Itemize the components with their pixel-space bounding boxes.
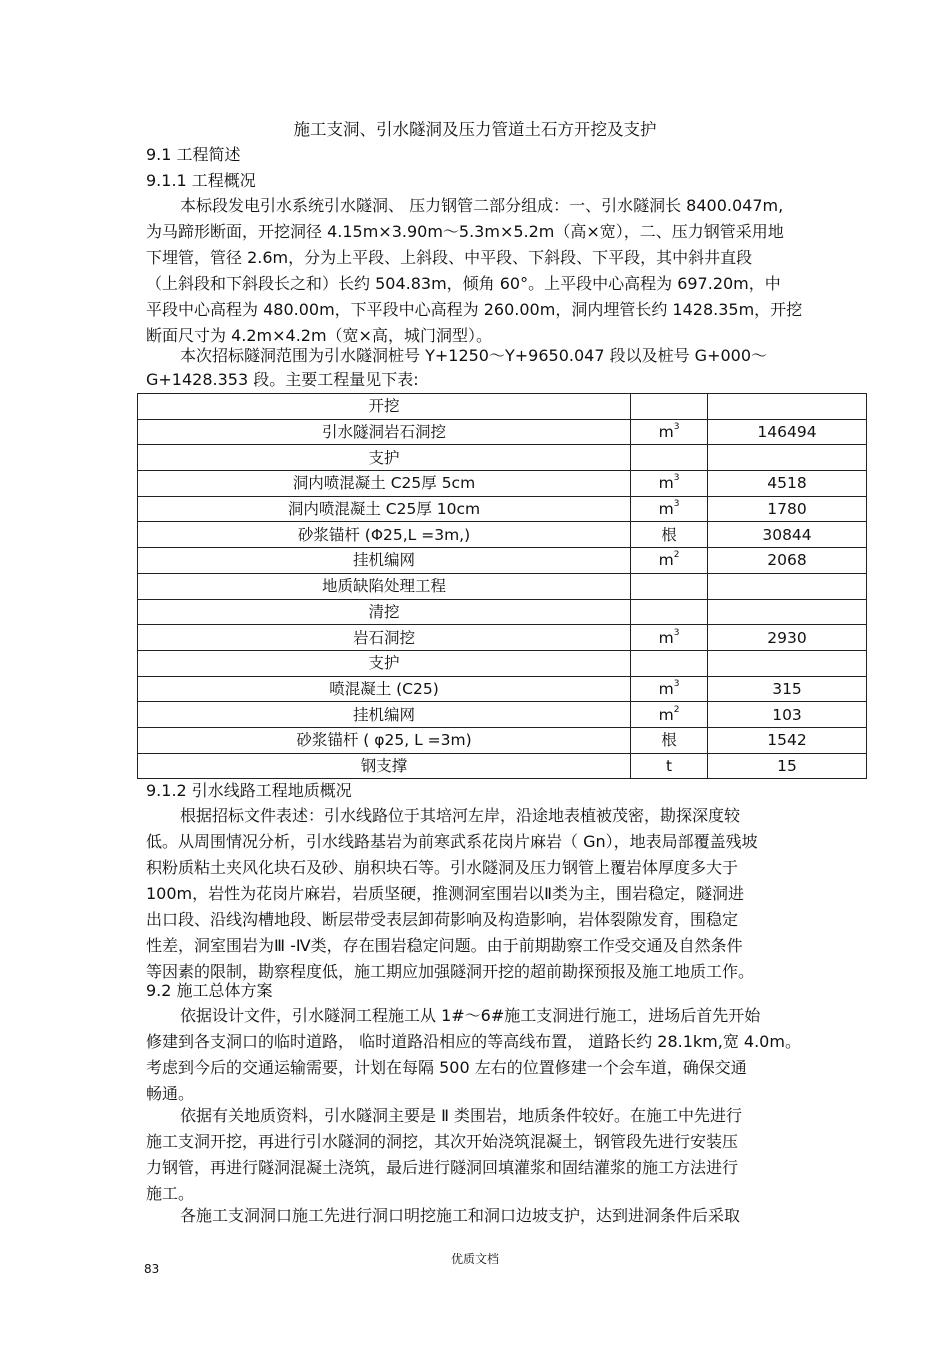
text-line: 性差，洞室围岩为Ⅲ -Ⅳ类，存在围岩稳定问题。由于前期勘察工作受交通及自然条件 (146, 936, 743, 955)
table-cell-item: 地质缺陷处理工程 (138, 573, 631, 599)
table-cell-quantity (708, 599, 867, 625)
table-cell-item: 开挖 (138, 394, 631, 420)
text-line: 下埋管，管径 2.6m，分为上平段、上斜段、中平段、下斜段、下平段，其中斜井直段 (146, 248, 753, 267)
text-line: 施工支洞开挖，再进行引水隧洞的洞挖，其次开始浇筑混凝土，钢管段先进行安装压 (146, 1132, 739, 1151)
table-cell-quantity: 2068 (708, 548, 867, 574)
table-cell-item: 洞内喷混凝土 C25厚 10cm (138, 496, 631, 522)
text-line: G+1428.353 段。主要工程量见下表: (146, 370, 419, 389)
page-title: 施工支洞、引水隧洞及压力管道土石方开挖及支护 (293, 120, 657, 139)
footer-label: 优质文档 (450, 1252, 499, 1266)
text-line: 低。从周围情况分析，引水线路基岩为前寒武系花岗片麻岩（ Gn），地表局部覆盖残坡 (146, 832, 758, 851)
table-cell-unit (631, 496, 708, 522)
table-row (138, 573, 867, 599)
table-cell-item: 挂机编网 (138, 548, 631, 574)
section-heading-9-1-2: 9.1.2 引水线路工程地质概况 (146, 781, 352, 800)
text-line: 各施工支洞洞口施工先进行洞口明挖施工和洞口边坡支护，达到进洞条件后采取 (180, 1206, 741, 1225)
table-cell-item: 挂机编网 (138, 702, 631, 728)
unit-exponent: 2 (673, 704, 680, 715)
table-row (138, 650, 867, 676)
text-line: 出口段、沿线沟槽地段、断层带受表层卸荷影响及构造影响，岩体裂隙发育，围稳定 (146, 910, 739, 929)
table-row (138, 676, 867, 702)
paragraph-plan-roads (146, 1003, 866, 1107)
table-cell-unit (631, 394, 708, 420)
unit-text: 根 (661, 525, 677, 544)
unit-text: 根 (661, 731, 677, 750)
table-cell-unit (631, 573, 708, 599)
section-heading-9-2: 9.2 施工总体方案 (146, 981, 273, 1000)
text-line: （上斜段和下斜段长之和）长约 504.83m，倾角 60°。上平段中心高程为 697.20m，中 (146, 274, 781, 293)
table-cell-unit (631, 471, 708, 497)
table-cell-quantity: 4518 (708, 471, 867, 497)
unit-text: m (658, 705, 674, 724)
unit-exponent: 3 (673, 473, 680, 484)
unit-exponent: 2 (673, 550, 680, 561)
table-cell-item: 清挖 (138, 599, 631, 625)
table-row (138, 625, 867, 651)
table-cell-unit (631, 753, 708, 779)
text-line: 积粉质粘土夹风化块石及砂、崩积块石等。引水隧洞及压力钢管上覆岩体厚度多大于 (146, 858, 739, 877)
text-line: 修建到各支洞口的临时道路， 临时道路沿相应的等高线布置， 道路长约 28.1km,宽 4.0m。 (146, 1032, 801, 1051)
unit-text: m (658, 423, 674, 442)
text-line: 断面尺寸为 4.2m×4.2m（宽×高，城门洞型）。 (146, 326, 492, 345)
table-cell-item: 钢支撑 (138, 753, 631, 779)
table-cell-unit (631, 522, 708, 548)
table-row (138, 496, 867, 522)
paragraph-portal (146, 1203, 866, 1229)
unit-exponent: 3 (673, 422, 680, 433)
paragraph-plan-sequence (146, 1103, 866, 1207)
table-cell-unit (631, 650, 708, 676)
table-cell-item: 岩石洞挖 (138, 625, 631, 651)
table-cell-unit (631, 445, 708, 471)
table-cell-item: 喷混凝土 (C25) (138, 676, 631, 702)
table-cell-item: 洞内喷混凝土 C25厚 5cm (138, 471, 631, 497)
table-cell-quantity: 103 (708, 702, 867, 728)
text-line: 依据有关地质资料，引水隧洞主要是 Ⅱ 类围岩，地质条件较好。在施工中先进行 (180, 1106, 743, 1125)
table-cell-quantity: 15 (708, 753, 867, 779)
table-cell-item: 引水隧洞岩石洞挖 (138, 419, 631, 445)
table-cell-unit (631, 727, 708, 753)
unit-text: m (658, 628, 674, 647)
text-line: 考虑到今后的交通运输需要，计划在每隔 500 左右的位置修建一个会车道，确保交通 (146, 1058, 747, 1077)
table-row (138, 471, 867, 497)
text-line: 力钢管，再进行隧洞混凝土浇筑，最后进行隧洞回填灌浆和固结灌浆的施工方法进行 (146, 1158, 739, 1177)
unit-text: m (658, 679, 674, 698)
text-line: 100m，岩性为花岗片麻岩，岩质坚硬，推测洞室围岩以Ⅱ类为主，围岩稳定，隧洞进 (146, 884, 745, 903)
table-cell-quantity: 146494 (708, 419, 867, 445)
table-cell-unit (631, 548, 708, 574)
table-cell-quantity: 2930 (708, 625, 867, 651)
text-line: 依据设计文件，引水隧洞工程施工从 1#～6#施工支洞进行施工，进场后首先开始 (180, 1006, 761, 1025)
table-row (138, 548, 867, 574)
table-cell-quantity (708, 394, 867, 420)
table-cell-unit (631, 702, 708, 728)
table-cell-quantity: 315 (708, 676, 867, 702)
page-number: 83 (144, 1262, 160, 1276)
unit-exponent: 3 (673, 499, 680, 510)
text-line: 平段中心高程为 480.00m，下平段中心高程为 260.00m，洞内埋管长约 1428.35m，开挖 (146, 300, 803, 319)
table-cell-item: 砂浆锚杆 ( φ25, L =3m) (138, 727, 631, 753)
unit-exponent: 3 (673, 627, 680, 638)
table-cell-quantity (708, 445, 867, 471)
unit-text: m (658, 500, 674, 519)
table-cell-quantity (708, 650, 867, 676)
table-row (138, 599, 867, 625)
table-row (138, 419, 867, 445)
section-heading-9-1-1: 9.1.1 工程概况 (146, 171, 256, 190)
table-cell-quantity: 1780 (708, 496, 867, 522)
text-line: 为马蹄形断面，开挖洞径 4.15m×3.90m～5.3m×5.2m（高×宽），二、压力钢管采用地 (146, 222, 784, 241)
table-row (138, 753, 867, 779)
text-line: 等因素的限制，勘察程度低，施工期应加强隧洞开挖的超前勘探预报及施工地质工作。 (146, 962, 755, 981)
table-row (138, 394, 867, 420)
paragraph-geology (146, 803, 866, 985)
table-cell-quantity: 30844 (708, 522, 867, 548)
table-row (138, 445, 867, 471)
text-line: 本次招标隧洞范围为引水隧洞桩号 Y+1250～Y+9650.047 段以及桩号 G+000～ (180, 346, 768, 365)
text-line: 根据招标文件表述：引水线路位于其培河左岸，沿途地表植被茂密，勘探深度较 (180, 806, 741, 825)
quantities-table (137, 393, 867, 779)
table-cell-quantity: 1542 (708, 727, 867, 753)
unit-text: m (658, 551, 674, 570)
unit-text: m (658, 474, 674, 493)
table-cell-item: 支护 (138, 445, 631, 471)
table-cell-unit (631, 625, 708, 651)
text-line: 施工。 (146, 1184, 195, 1203)
table-cell-quantity (708, 573, 867, 599)
table-cell-item: 支护 (138, 650, 631, 676)
text-line: 畅通。 (146, 1084, 195, 1103)
table-cell-unit (631, 676, 708, 702)
section-heading-9-1: 9.1 工程简述 (146, 145, 241, 164)
table-row (138, 727, 867, 753)
table-row (138, 702, 867, 728)
unit-exponent: 3 (673, 678, 680, 689)
table-row (138, 522, 867, 548)
paragraph-scope (146, 344, 866, 392)
unit-text: t (665, 756, 673, 775)
paragraph-overview (146, 193, 866, 349)
table-cell-item: 砂浆锚杆 (Φ25,L =3m,) (138, 522, 631, 548)
table-cell-unit (631, 599, 708, 625)
text-line: 本标段发电引水系统引水隧洞、 压力钢管二部分组成：一、引水隧洞长 8400.047m, (180, 196, 784, 215)
table-cell-unit (631, 419, 708, 445)
